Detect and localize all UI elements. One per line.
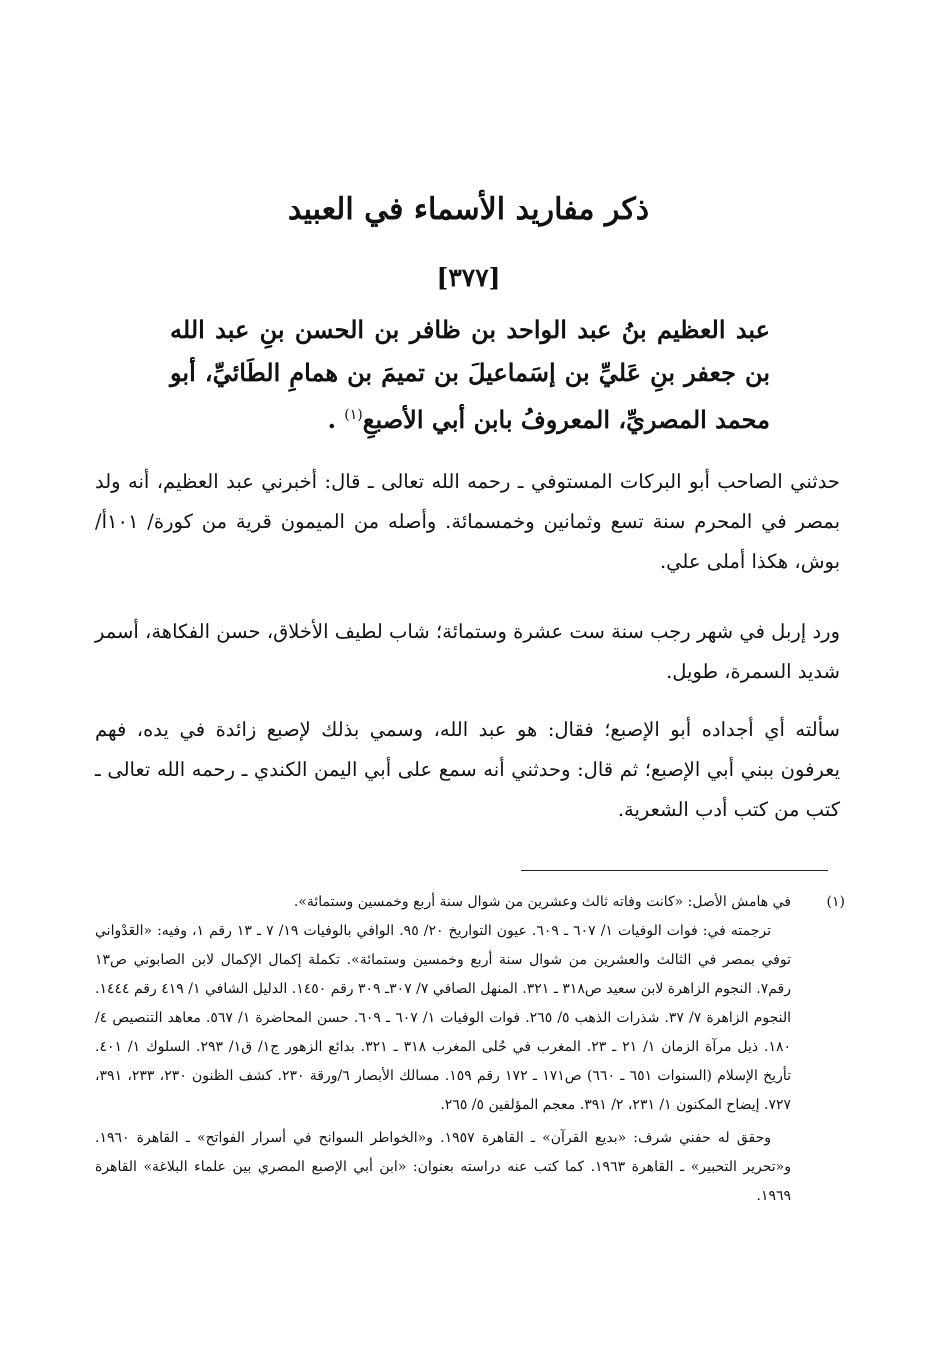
paragraph-2: ورد إربل في شهر رجب سنة ست عشرة وستمائة؛ شاب لطيف الأخلاق، حسن الفكاهة، أسمر شديد السمرة، طويل.	[95, 620, 840, 683]
entry-number: [٣٧٧]	[436, 263, 501, 292]
paragraph-1: حدثني الصاحب أبو البركات المستوفي ـ رحمه الله تعالى ـ قال: أخبرني عبد العظيم، أنه ولد بمصر في المحرم سنة تسع وثمانين وخمسمائة. وأصله من الميمون قرية من كورة/ ١٠١أ/ بوش، هكذا أملى علي.	[95, 470, 840, 573]
paragraph-3: سألته أي أجداده أبو الإصبع؛ فقال: هو عبد الله، وسمي بذلك لإصبع زائدة في يده، فهم يعرفون ببني أبي الإصبع؛ ثم قال: وحدثني أنه سمع على أبي اليمن الكندي ـ رحمه الله تعالى ـ كتب من كتب أدب الشعرية.	[95, 718, 840, 821]
footnotes	[95, 888, 845, 1211]
entry-name-text: عبد العظيم بنُ عبد الواحد بن ظافر بن الحسن بنِ عبد الله بن جعفر بنِ عَليِّ بن إسَماعيلَ بن تميمَ بن همامِ الطَائيِّ، أبو محمد المصريِّ، المعروفُ بابن أبي الأصبعِ	[170, 315, 770, 434]
entry-name	[170, 308, 770, 441]
footnote-1-row	[95, 888, 845, 917]
footnote-number: (١)	[826, 894, 845, 910]
footnote-editions-text: وحقق له حفني شرف: «بديع القرآن» ـ القاهرة ١٩٥٧. و«الخواطر السوانح في أسرار الفواتح» ـ القاهرة ١٩٦٠. و«تحرير التحبير» ـ القاهرة ١٩٦٣. كما كتب عنه دراسته بعنوان: «ابن أبي الإصبع المصري بين علماء البلاغة» القاهرة ١٩٦٩.	[95, 1130, 791, 1204]
entry-name-end: .	[327, 405, 345, 434]
footnote-sources-text: ترجمته في: فوات الوفيات ١/ ٦٠٧ ـ ٦٠٩. عيون التواريخ ٢٠/ ٩٥. الوافي بالوفيات ١٩/ ٧ ـ ١٣ رقم ١، وفيه: «العَدْواني توفي بمصر في الثالث والعشرين من شوال سنة أربع وخمسين وستمائة». تكملة إكمال الإكمال لابن الصابوني ص١٣ رقم٧. النجوم الزاهرة لابن سعيد ص٣١٨ ـ ٣٢١. المنهل الصافي ٧/ ٣٠٧ـ ٣٠٩ رقم ١٤٥٠. الدليل الشافي ١/ ٤١٩ رقم ١٤٤٤. النجوم الزاهرة ٧/ ٣٧. شذرات الذهب ٥/ ٢٦٥. فوات الوفيات ١/ ٦٠٧ ـ ٦٠٩. حسن المحاضرة ١/ ٥٦٧. معاهد التنصيص ٤/ ١٨٠. ذيل مرآة الزمان ١/ ٢١ ـ ٢٣. المغرب في حُلى المغرب ٣١٨ ـ ٣٢١. بدائع الزهور ج١/ ق١/ ٢٩٣. السلوك ١/ ٤٠١. تأريخ الإسلام (السنوات ٦٥١ ـ ٦٦٠) ص١٧١ ـ ١٧٢ رقم ١٥٩. مسالك الأبصار ٦/ورقة ٢٣٠. كشف الظنون ٢٣٠، ٢٣٣، ٣٩١، ٧٢٧. إيضاح المكنون ١/ ٢٣١، ٢/ ٣٩١. معجم المؤلفين ٥/ ٢٦٥.	[95, 923, 792, 1113]
footnote-reference[interactable]: (١)	[344, 407, 363, 423]
footnote-first-line: في هامش الأصل: «كانت وفاته ثالث وعشرين من شوال سنة أربع وخمسين وستمائة».	[293, 894, 791, 910]
section-heading: ذكر مفاريد الأسماء في العبيد	[287, 192, 650, 227]
footnote-editions	[95, 1124, 791, 1211]
footnote-divider	[521, 870, 828, 871]
footnote-sources	[95, 917, 791, 1120]
